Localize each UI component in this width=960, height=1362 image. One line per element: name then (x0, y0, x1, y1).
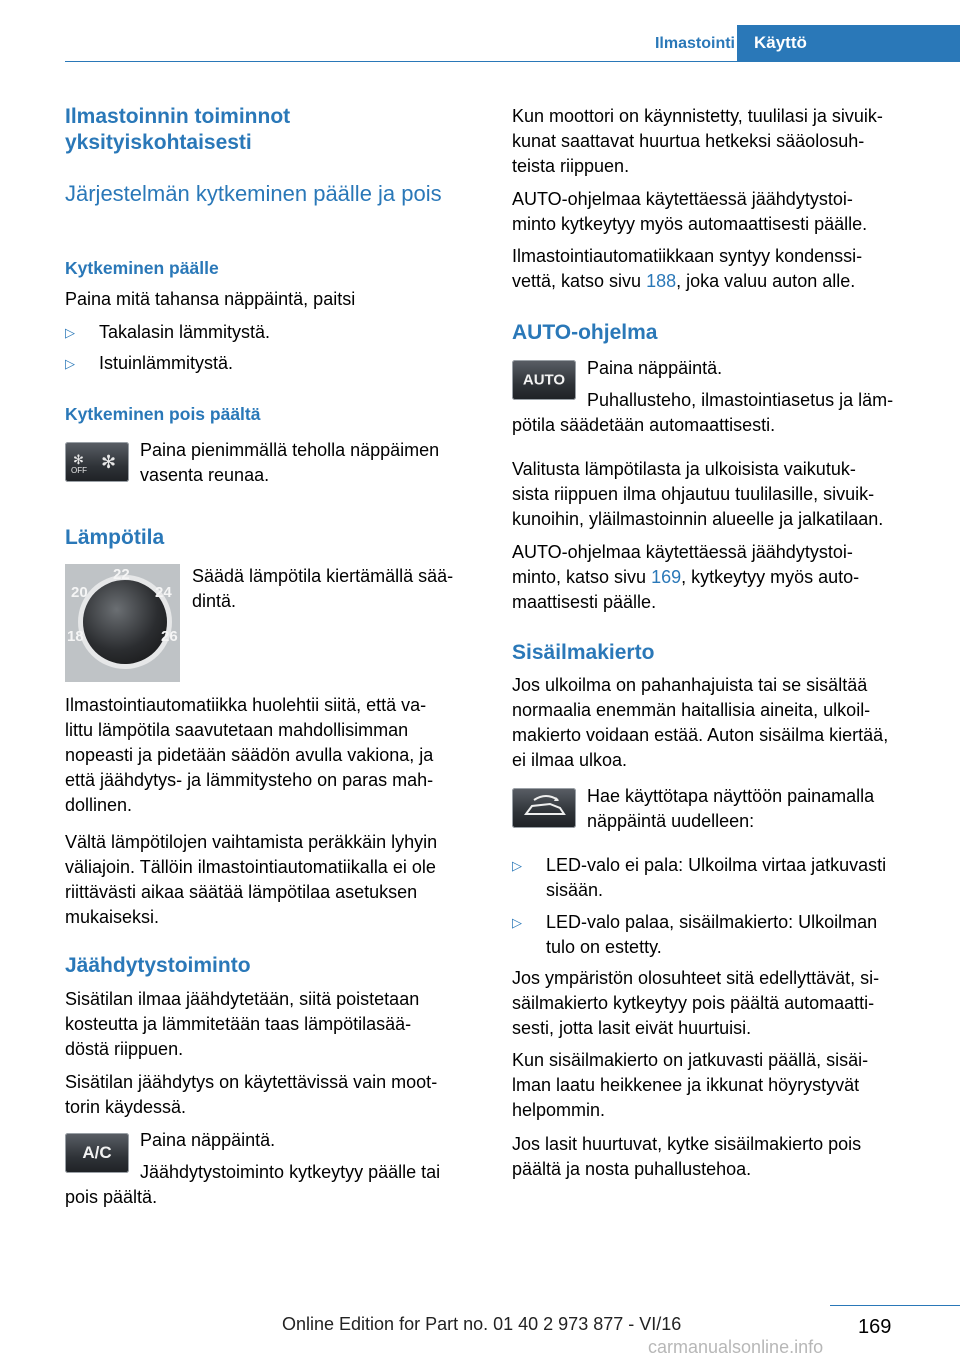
page-number: 169 (858, 1316, 892, 1338)
recirculation-text-1: Hae käyttötapa näyttöön painamalla (587, 786, 875, 806)
right-paragraph-1: Kun moottori on käynnistetty, tuulilasi ja sivuik- kunat saattavat huurtua hetkeksi sääolosuh- teista riippuen. (512, 106, 883, 176)
switch-on-text: Paina mitä tahansa näppäintä, paitsi (65, 289, 356, 309)
ac-text-3: pois päältä. (65, 1187, 158, 1207)
cooling-paragraph-1: Sisätilan ilmaa jäähdytetään, siitä poistetaan kosteutta ja lämmitetään taas lämpötilasää- döstä riippuen. (65, 989, 420, 1059)
auto-text-3: pötila säädetään automaattisesti. (512, 415, 776, 435)
running-header-tab: Käyttö (737, 25, 960, 62)
cooling-paragraph-2: Sisätilan jäähdytys on käytettävissä vain moot- torin käydessä. (65, 1072, 438, 1117)
temperature-paragraph-2: Vältä lämpötilojen vaihtamista peräkkäin lyhyin väliajoin. Tällöin ilmastointiautomatiikalla ei ole riittävästi aikaa säätää lämpötilaa asetuksen mukaiseksi. (65, 832, 438, 927)
fan-large-icon: ✻ (101, 452, 117, 472)
auto-text-2: Puhallusteho, ilmastointiasetus ja läm- (587, 390, 894, 410)
watermark: carmanualsonline.info (648, 1337, 824, 1357)
edition-text: Online Edition for Part no. 01 40 2 973 877 - VI/16 (282, 1314, 682, 1334)
page-link-188[interactable]: 188 (646, 271, 677, 291)
right-paragraph-2: AUTO-ohjelmaa käytettäessä jäähdytystoi- minto kytkeytyy myös automaattisesti päälle. (512, 189, 868, 234)
triangle-bullet-icon: ▷ (65, 325, 75, 340)
right-paragraph-5: AUTO-ohjelmaa käytettäessä jäähdytystoi- minto, katso sivu 169, kytkeytyy myös auto- maattisesti päälle. (512, 542, 860, 612)
running-header-section: Ilmastointi (654, 35, 735, 52)
right-paragraph-9: Jos lasit huurtuvat, kytke sisäilmakierto pois päältä ja nosta puhallustehoa. (512, 1134, 862, 1179)
heading-switch-on: Kytkeminen päälle (65, 258, 219, 278)
heading-auto-program: AUTO-ohjelma (512, 321, 658, 344)
triangle-bullet-icon: ▷ (65, 356, 75, 371)
temperature-knob-image: 22 20 24 18 26 (65, 564, 180, 682)
heading-cooling: Jäähdytystoiminto (65, 954, 251, 977)
list-item: ▷ LED-valo ei pala: Ulkoilma virtaa jatkuvasti sisään. (512, 855, 887, 900)
subheading-on-off: Järjestelmän kytkeminen päälle ja pois (65, 181, 442, 206)
auto-text-1: Paina näppäintä. (587, 358, 723, 378)
ac-text-2: Jäähdytystoiminto kytkeytyy päälle tai (140, 1162, 441, 1182)
page-link-169[interactable]: 169 (651, 567, 682, 587)
footer-rule (830, 1305, 960, 1306)
right-paragraph-3: Ilmastointiautomatiikkaan syntyy kondenssi- vettä, katso sivu 188, joka valuu auton alle. (512, 246, 863, 291)
heading-switch-off: Kytkeminen pois päältä (65, 404, 261, 424)
right-paragraph-4: Valitusta lämpötilasta ja ulkoisista vaikutuk- sista riippuen ilma ohjautuu tuulilasille, sivuik- kunoihin, yläilmastoinnin alueelle ja jalkatilaan. (512, 459, 884, 529)
switch-off-text-1: Paina pienimmällä teholla näppäimen (140, 440, 440, 460)
temperature-text-2: dintä. (192, 591, 237, 611)
right-paragraph-8: Kun sisäilmakierto on jatkuvasti päällä, sisäi- lman laatu heikkenee ja ikkunat höyrystyvät helpommin. (512, 1050, 869, 1120)
ac-text-1: Paina näppäintä. (140, 1130, 276, 1150)
fan-small-icon: ✻ (73, 452, 84, 467)
header-rule (65, 61, 960, 62)
auto-button-image: AUTO (512, 360, 576, 400)
off-fan-button-image: ✻ OFF ✻ (65, 442, 129, 482)
list-item: ▷ Takalasin lämmitystä. (65, 320, 465, 345)
car-recirculation-icon (512, 788, 576, 828)
right-paragraph-7: Jos ympäristön olosuhteet sitä edellyttävät, si- säilmakierto kytkeytyy pois päältä automaatti- sesti, jotta lasit eivät huurtuisi. (512, 968, 880, 1038)
heading-temperature: Lämpötila (65, 526, 165, 549)
list-item: ▷ Istuinlämmitystä. (65, 351, 465, 376)
triangle-bullet-icon: ▷ (512, 858, 522, 873)
main-heading: Ilmastoinnin toiminnot yksityiskohtaisesti (65, 105, 291, 154)
ac-button-image: A/C (65, 1133, 129, 1173)
right-paragraph-6: Jos ulkoilma on pahanhajuista tai se sisältää normaalia enemmän haitallisia aineita, ulkoil- makierto voidaan estää. Auton sisäilma kiertää, ei ilmaa ulkoa. (512, 675, 889, 770)
recirculation-button-image (512, 788, 576, 828)
temperature-text-1: Säädä lämpötila kiertämällä sää- (192, 566, 454, 586)
recirculation-text-2: näppäintä uudelleen: (587, 811, 755, 831)
triangle-bullet-icon: ▷ (512, 915, 522, 930)
switch-off-text-2: vasenta reunaa. (140, 465, 270, 485)
heading-recirculation: Sisäilmakierto (512, 641, 655, 664)
temperature-paragraph-1: Ilmastointiautomatiikka huolehtii siitä, että va- littu lämpötila saavutetaan mahdollisimman nopeasti ja pidetään säädön avulla vakiona, ja että jäähdytys- ja lämmitysteho on paras mah- dollinen. (65, 695, 434, 815)
list-item: ▷ LED-valo palaa, sisäilmakierto: Ulkoilman tulo on estetty. (512, 912, 878, 957)
